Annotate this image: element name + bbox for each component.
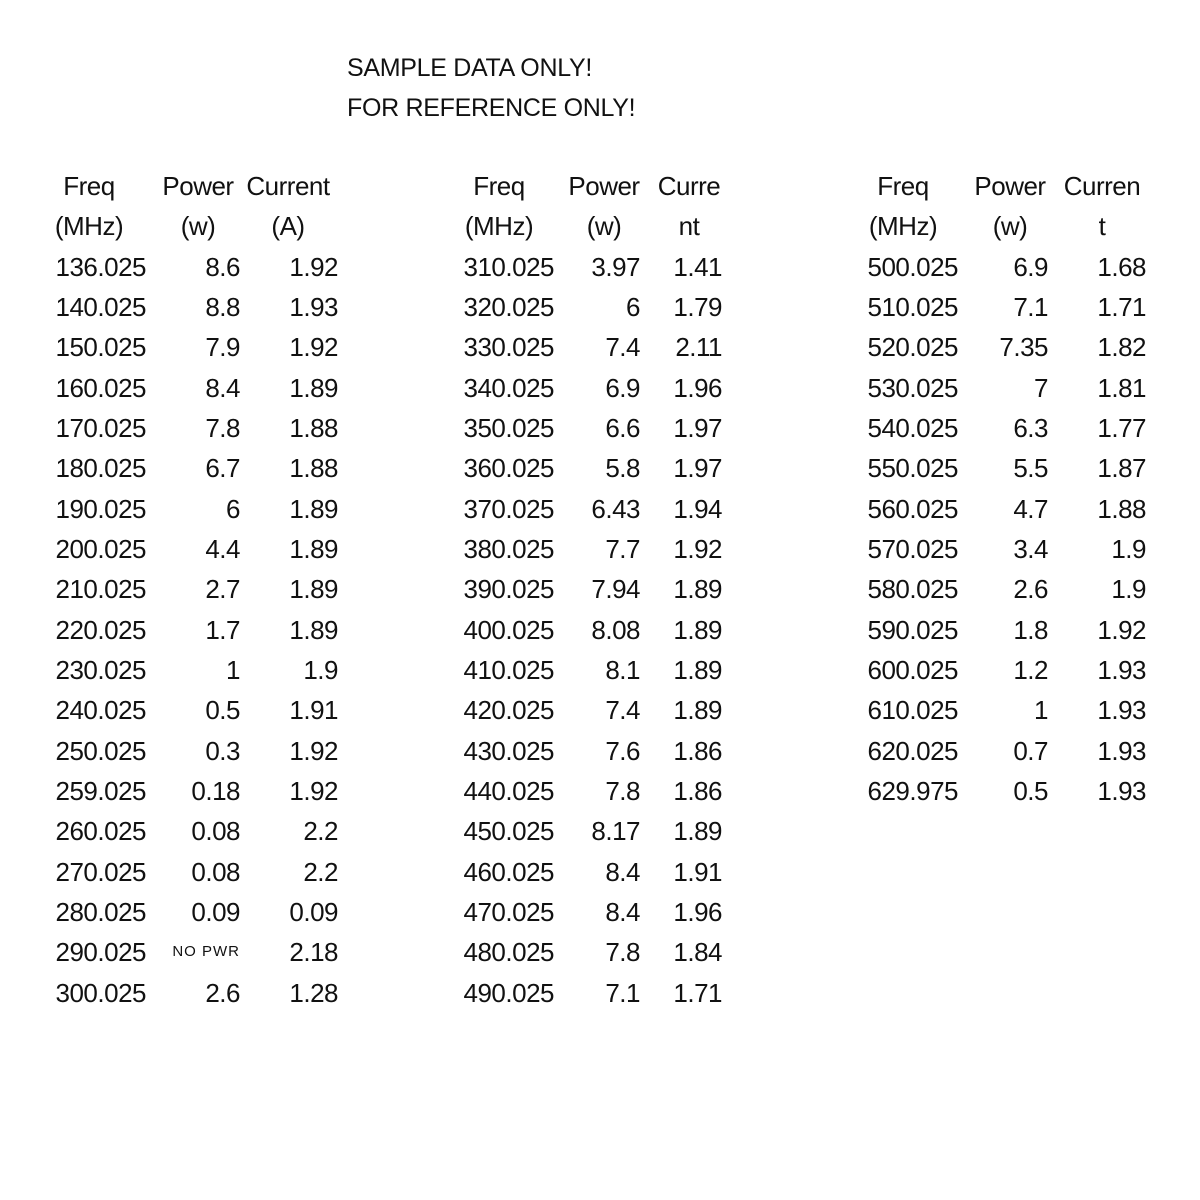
cell-current: 1.89 bbox=[289, 533, 338, 564]
cell-current: 1.91 bbox=[289, 695, 338, 726]
header-power-bottom: (w) bbox=[180, 211, 216, 242]
cell-power: 0.7 bbox=[1013, 735, 1048, 766]
header-current-top: Current bbox=[246, 171, 330, 201]
cell-current: 1.92 bbox=[289, 332, 338, 363]
cell-power: 8.8 bbox=[205, 291, 240, 322]
cell-freq: 180.025 bbox=[55, 453, 146, 484]
cell-current: 1.97 bbox=[673, 412, 722, 443]
cell-power: 4.4 bbox=[205, 533, 240, 564]
cell-power: NO PWR bbox=[172, 943, 240, 961]
cell-power: 0.09 bbox=[191, 896, 240, 927]
cell-current: 1.89 bbox=[673, 654, 722, 685]
cell-power: 7.8 bbox=[605, 937, 640, 968]
cell-freq: 590.025 bbox=[867, 614, 958, 645]
cell-power: 1.7 bbox=[205, 614, 240, 645]
cell-power: 7.35 bbox=[999, 332, 1048, 363]
cell-freq: 210.025 bbox=[55, 574, 146, 605]
cell-power: 6.7 bbox=[205, 453, 240, 484]
cell-current: 0.09 bbox=[289, 896, 338, 927]
cell-freq: 220.025 bbox=[55, 614, 146, 645]
cell-current: 1.93 bbox=[1097, 735, 1146, 766]
cell-freq: 490.025 bbox=[463, 977, 554, 1008]
cell-current: 1.93 bbox=[1097, 775, 1146, 806]
header-power-top: Power bbox=[162, 171, 234, 201]
cell-power: 3.4 bbox=[1013, 533, 1048, 564]
cell-freq: 280.025 bbox=[55, 896, 146, 927]
cell-current: 1.9 bbox=[1111, 533, 1146, 564]
cell-power: 8.4 bbox=[205, 372, 240, 403]
cell-freq: 170.025 bbox=[55, 412, 146, 443]
header-current-bottom: t bbox=[1098, 211, 1106, 242]
cell-freq: 259.025 bbox=[55, 775, 146, 806]
cell-current: 1.89 bbox=[673, 614, 722, 645]
cell-power: 8.4 bbox=[605, 896, 640, 927]
cell-current: 1.81 bbox=[1097, 372, 1146, 403]
cell-power: 3.97 bbox=[591, 251, 640, 282]
cell-current: 1.88 bbox=[289, 453, 338, 484]
cell-power: 0.5 bbox=[205, 695, 240, 726]
cell-current: 2.2 bbox=[303, 856, 338, 887]
cell-freq: 320.025 bbox=[463, 291, 554, 322]
cell-power: 7.6 bbox=[605, 735, 640, 766]
header-power-bottom: (w) bbox=[586, 211, 622, 242]
cell-freq: 460.025 bbox=[463, 856, 554, 887]
cell-freq: 610.025 bbox=[867, 695, 958, 726]
cell-power: 5.5 bbox=[1013, 453, 1048, 484]
cell-freq: 400.025 bbox=[463, 614, 554, 645]
cell-power: 7.4 bbox=[605, 695, 640, 726]
cell-freq: 340.025 bbox=[463, 372, 554, 403]
cell-current: 1.93 bbox=[1097, 654, 1146, 685]
cell-power: 6.3 bbox=[1013, 412, 1048, 443]
cell-current: 1.9 bbox=[1111, 574, 1146, 605]
cell-power: 2.6 bbox=[1013, 574, 1048, 605]
header-freq-top: Freq bbox=[877, 171, 929, 201]
cell-power: 6.43 bbox=[591, 493, 640, 524]
cell-freq: 240.025 bbox=[55, 695, 146, 726]
cell-power: 8.6 bbox=[205, 251, 240, 282]
cell-current: 2.2 bbox=[303, 816, 338, 847]
header-power-top: Power bbox=[568, 171, 640, 201]
cell-freq: 450.025 bbox=[463, 816, 554, 847]
cell-freq: 150.025 bbox=[55, 332, 146, 363]
cell-power: 2.6 bbox=[205, 977, 240, 1008]
cell-current: 1.28 bbox=[289, 977, 338, 1008]
cell-power: 1 bbox=[1034, 695, 1048, 726]
cell-freq: 260.025 bbox=[55, 816, 146, 847]
cell-power: 7.1 bbox=[605, 977, 640, 1008]
cell-freq: 310.025 bbox=[463, 251, 554, 282]
cell-power: 0.3 bbox=[205, 735, 240, 766]
header-freq-top: Freq bbox=[63, 171, 115, 201]
cell-current: 1.92 bbox=[289, 251, 338, 282]
cell-current: 1.89 bbox=[673, 816, 722, 847]
cell-power: 1.2 bbox=[1013, 654, 1048, 685]
cell-freq: 270.025 bbox=[55, 856, 146, 887]
cell-current: 1.92 bbox=[673, 533, 722, 564]
cell-power: 6.9 bbox=[605, 372, 640, 403]
header-freq-bottom: (MHz) bbox=[54, 211, 124, 242]
cell-current: 1.84 bbox=[673, 937, 722, 968]
cell-freq: 136.025 bbox=[55, 251, 146, 282]
cell-freq: 570.025 bbox=[867, 533, 958, 564]
cell-current: 1.77 bbox=[1097, 412, 1146, 443]
cell-power: 2.7 bbox=[205, 574, 240, 605]
cell-current: 1.68 bbox=[1097, 251, 1146, 282]
cell-freq: 600.025 bbox=[867, 654, 958, 685]
cell-current: 1.71 bbox=[1097, 291, 1146, 322]
cell-current: 1.79 bbox=[673, 291, 722, 322]
cell-current: 1.97 bbox=[673, 453, 722, 484]
header-current-top: Curren bbox=[1063, 171, 1141, 201]
cell-power: 6.6 bbox=[605, 412, 640, 443]
cell-freq: 140.025 bbox=[55, 291, 146, 322]
cell-freq: 520.025 bbox=[867, 332, 958, 363]
cell-freq: 420.025 bbox=[463, 695, 554, 726]
cell-freq: 380.025 bbox=[463, 533, 554, 564]
cell-current: 1.94 bbox=[673, 493, 722, 524]
cell-current: 1.87 bbox=[1097, 453, 1146, 484]
cell-freq: 330.025 bbox=[463, 332, 554, 363]
cell-current: 1.96 bbox=[673, 372, 722, 403]
cell-current: 1.92 bbox=[1097, 614, 1146, 645]
cell-current: 1.89 bbox=[289, 372, 338, 403]
cell-power: 6 bbox=[626, 291, 640, 322]
cell-freq: 480.025 bbox=[463, 937, 554, 968]
cell-current: 1.93 bbox=[1097, 695, 1146, 726]
cell-current: 1.92 bbox=[289, 735, 338, 766]
cell-freq: 430.025 bbox=[463, 735, 554, 766]
cell-power: 0.5 bbox=[1013, 775, 1048, 806]
cell-current: 1.91 bbox=[673, 856, 722, 887]
cell-power: 1 bbox=[226, 654, 240, 685]
cell-power: 7 bbox=[1034, 372, 1048, 403]
cell-freq: 440.025 bbox=[463, 775, 554, 806]
cell-current: 1.96 bbox=[673, 896, 722, 927]
cell-current: 1.88 bbox=[1097, 493, 1146, 524]
cell-freq: 190.025 bbox=[55, 493, 146, 524]
cell-freq: 470.025 bbox=[463, 896, 554, 927]
cell-current: 1.86 bbox=[673, 735, 722, 766]
cell-power: 8.1 bbox=[605, 654, 640, 685]
header-freq-bottom: (MHz) bbox=[868, 211, 938, 242]
cell-freq: 500.025 bbox=[867, 251, 958, 282]
cell-current: 1.93 bbox=[289, 291, 338, 322]
cell-freq: 620.025 bbox=[867, 735, 958, 766]
cell-power: 7.8 bbox=[205, 412, 240, 443]
cell-power: 0.18 bbox=[191, 775, 240, 806]
header-current-bottom: nt bbox=[678, 211, 700, 242]
cell-current: 1.86 bbox=[673, 775, 722, 806]
cell-current: 1.88 bbox=[289, 412, 338, 443]
notice-line-2: FOR REFERENCE ONLY! bbox=[347, 94, 636, 122]
cell-power: 6.9 bbox=[1013, 251, 1048, 282]
sample-data-notice bbox=[347, 48, 635, 128]
cell-power: 7.9 bbox=[205, 332, 240, 363]
cell-current: 2.18 bbox=[289, 937, 338, 968]
cell-current: 1.89 bbox=[289, 493, 338, 524]
cell-freq: 160.025 bbox=[55, 372, 146, 403]
cell-current: 1.89 bbox=[673, 695, 722, 726]
cell-current: 1.9 bbox=[303, 654, 338, 685]
cell-power: 7.94 bbox=[591, 574, 640, 605]
header-current-bottom: (A) bbox=[271, 211, 305, 242]
cell-power: 8.17 bbox=[591, 816, 640, 847]
cell-freq: 350.025 bbox=[463, 412, 554, 443]
cell-power: 6 bbox=[226, 493, 240, 524]
cell-current: 1.71 bbox=[673, 977, 722, 1008]
cell-power: 4.7 bbox=[1013, 493, 1048, 524]
header-freq-top: Freq bbox=[473, 171, 525, 201]
cell-power: 7.1 bbox=[1013, 291, 1048, 322]
cell-freq: 200.025 bbox=[55, 533, 146, 564]
cell-power: 8.4 bbox=[605, 856, 640, 887]
cell-freq: 360.025 bbox=[463, 453, 554, 484]
header-power-bottom: (w) bbox=[992, 211, 1028, 242]
cell-freq: 250.025 bbox=[55, 735, 146, 766]
cell-freq: 510.025 bbox=[867, 291, 958, 322]
cell-power: 5.8 bbox=[605, 453, 640, 484]
cell-freq: 300.025 bbox=[55, 977, 146, 1008]
notice-line-1: SAMPLE DATA ONLY! bbox=[347, 54, 592, 82]
cell-freq: 390.025 bbox=[463, 574, 554, 605]
cell-power: 7.4 bbox=[605, 332, 640, 363]
cell-current: 1.82 bbox=[1097, 332, 1146, 363]
cell-current: 1.41 bbox=[673, 251, 722, 282]
cell-freq: 230.025 bbox=[55, 654, 146, 685]
cell-current: 1.92 bbox=[289, 775, 338, 806]
cell-freq: 370.025 bbox=[463, 493, 554, 524]
header-freq-bottom: (MHz) bbox=[464, 211, 534, 242]
cell-power: 0.08 bbox=[191, 856, 240, 887]
cell-freq: 290.025 bbox=[55, 937, 146, 968]
cell-freq: 530.025 bbox=[867, 372, 958, 403]
cell-freq: 540.025 bbox=[867, 412, 958, 443]
cell-current: 1.89 bbox=[289, 574, 338, 605]
header-current-top: Curre bbox=[657, 171, 721, 201]
cell-power: 0.08 bbox=[191, 816, 240, 847]
cell-power: 1.8 bbox=[1013, 614, 1048, 645]
cell-freq: 410.025 bbox=[463, 654, 554, 685]
header-power-top: Power bbox=[974, 171, 1046, 201]
cell-current: 1.89 bbox=[289, 614, 338, 645]
cell-power: 7.8 bbox=[605, 775, 640, 806]
cell-freq: 550.025 bbox=[867, 453, 958, 484]
cell-current: 2.11 bbox=[675, 332, 722, 363]
cell-current: 1.89 bbox=[673, 574, 722, 605]
cell-freq: 629.975 bbox=[867, 775, 958, 806]
cell-freq: 580.025 bbox=[867, 574, 958, 605]
cell-power: 7.7 bbox=[605, 533, 640, 564]
cell-freq: 560.025 bbox=[867, 493, 958, 524]
cell-power: 8.08 bbox=[591, 614, 640, 645]
